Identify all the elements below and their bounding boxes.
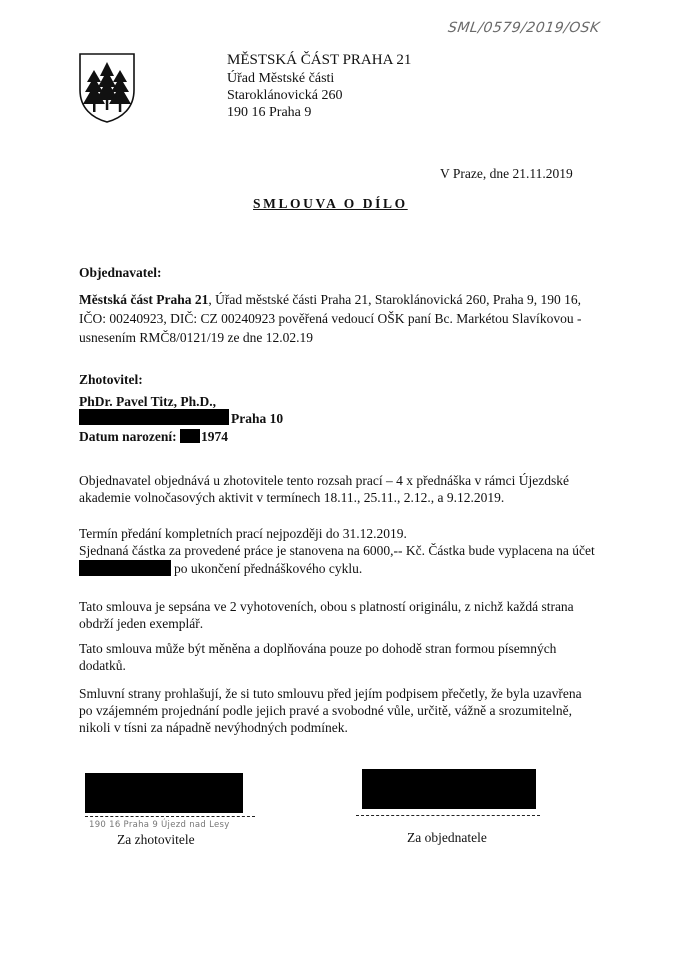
contractor-stamp-text: 190 16 Praha 9 Újezd nad Lesy xyxy=(89,820,230,830)
price-line-2: po ukončení přednáškového cyklu. xyxy=(174,561,363,576)
contractor-signature-line xyxy=(85,816,255,817)
scope-line-1: Objednavatel objednává u zhotovitele tento rozsah prací – 4 x přednáška v rámci Újezdské xyxy=(79,473,569,488)
header-office: Úřad Městské části xyxy=(227,71,335,86)
client-signature-label: Za objednatele xyxy=(407,830,487,845)
client-name: Městská část Praha 21 xyxy=(79,292,209,307)
redacted-account xyxy=(79,560,171,576)
amend-line-1: Tato smlouva může být měněna a doplňována pouze po dohodě stran formou písemných xyxy=(79,641,557,656)
header-street: Staroklánovická 260 xyxy=(227,88,343,103)
header-city: 190 16 Praha 9 xyxy=(227,105,312,120)
handwritten-reference: SML/0579/2019/OSK xyxy=(446,20,601,36)
scope-line-2: akademie volnočasových aktivit v termínech 18.11., 25.11., 2.12., a 9.12.2019. xyxy=(79,490,505,505)
redacted-birth-date xyxy=(180,429,200,443)
client-signature-line xyxy=(356,815,540,816)
header-org: MĚSTSKÁ ČÁST PRAHA 21 xyxy=(227,52,412,68)
client-heading: Objednavatel: xyxy=(79,265,162,280)
copies-line-1: Tato smlouva je sepsána ve 2 vyhotoveních, obou s platností originálu, z nichž každá strana xyxy=(79,599,574,614)
declaration-line-3: nikoli v tísni za nápadně nevýhodných podmínek. xyxy=(79,720,348,735)
contractor-birth-label: Datum narození: xyxy=(79,429,177,444)
client-line-2: IČO: 00240923, DIČ: CZ 00240923 pověřená vedoucí OŠK paní Bc. Markétou Slavíkovou - xyxy=(79,311,582,326)
client-line-1-rest: , Úřad městské části Praha 21, Staroklánovická 260, Praha 9, 190 16, xyxy=(208,292,582,307)
document-title: SMLOUVA O DÍLO xyxy=(253,196,408,211)
amend-line-2: dodatků. xyxy=(79,658,126,673)
redacted-client-signature xyxy=(362,769,536,809)
contractor-address-tail: Praha 10 xyxy=(231,411,284,426)
client-line-1 xyxy=(79,291,581,309)
declaration-line-2: po vzájemném projednání podle jejich pravé a svobodné vůle, určitě, vážně a srozumitelně, xyxy=(79,703,572,718)
date-line: V Praze, dne 21.11.2019 xyxy=(440,166,573,181)
redacted-contractor-signature xyxy=(85,773,243,813)
contractor-heading: Zhotovitel: xyxy=(79,372,143,387)
contractor-name: PhDr. Pavel Titz, Ph.D., xyxy=(79,394,217,409)
copies-line-2: obdrží jeden exemplář. xyxy=(79,616,204,631)
contractor-birth-year: 1974 xyxy=(201,429,228,444)
coat-of-arms-logo xyxy=(78,52,136,124)
declaration-line-1: Smluvní strany prohlašují, že si tuto smlouvu před jejím podpisem přečetly, že byla uzavřena xyxy=(79,686,582,701)
redacted-address xyxy=(79,409,229,425)
client-line-3: usnesením RMČ8/0121/19 ze dne 12.02.19 xyxy=(79,330,313,345)
deadline-line: Termín předání kompletních prací nejpozději do 31.12.2019. xyxy=(79,526,407,541)
price-line-1: Sjednaná částka za provedené práce je stanovena na 6000,-- Kč. Částka bude vyplacena na účet xyxy=(79,543,595,558)
contractor-signature-label: Za zhotovitele xyxy=(117,832,195,847)
